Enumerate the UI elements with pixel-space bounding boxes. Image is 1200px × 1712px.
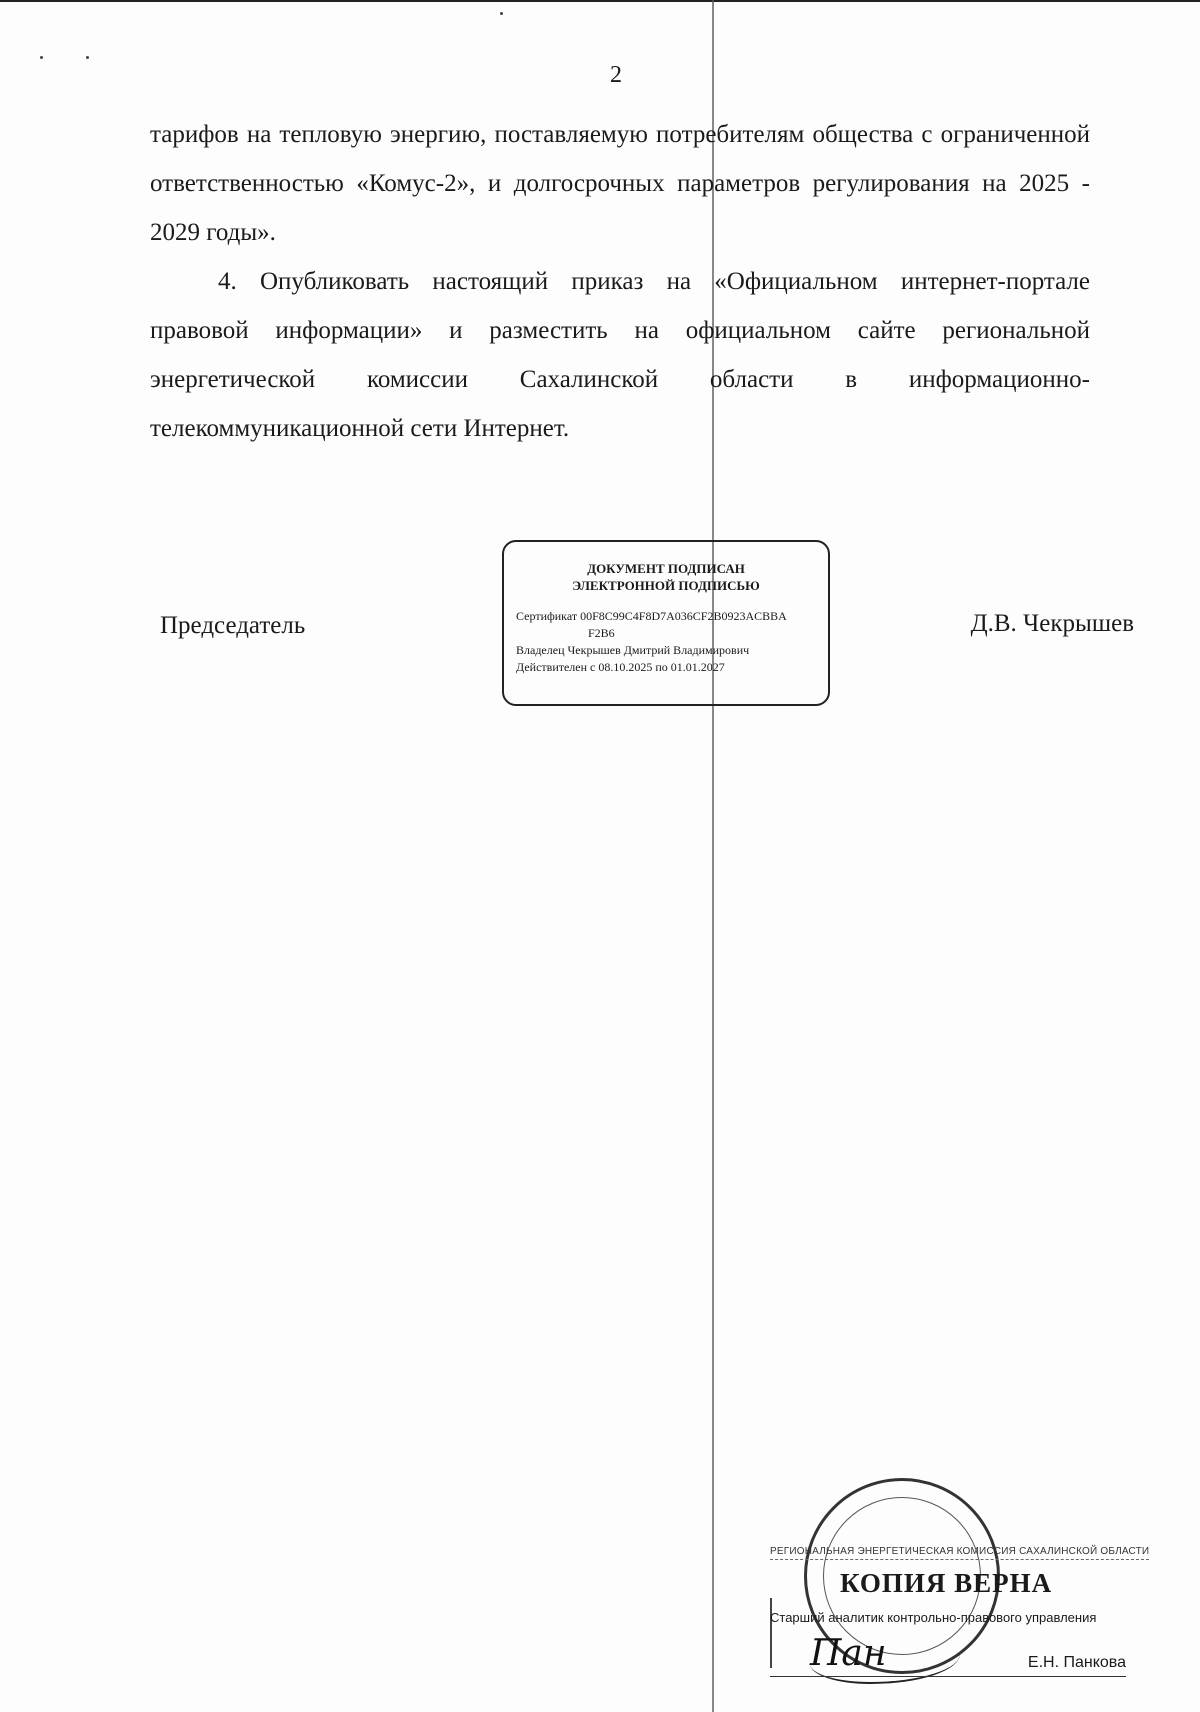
stamp-side-bar — [770, 1598, 772, 1668]
document-body — [150, 110, 1090, 453]
electronic-signature-stamp — [502, 540, 830, 706]
copy-certification-stamp — [770, 1538, 1150, 1678]
esign-owner-label: Владелец — [516, 643, 565, 657]
certifier-role: Старший аналитик контрольно-правового управления — [770, 1610, 1097, 1625]
certifier-name: Е.Н. Панкова — [1027, 1654, 1126, 1671]
esign-certificate-cont: F2B6 — [588, 626, 615, 640]
page-number: 2 — [610, 62, 622, 88]
top-border-line — [0, 0, 1200, 2]
esign-certificate — [516, 608, 816, 625]
paragraph-item-4: 4. Опубликовать настоящий приказ на «Официальном интернет-портале правовой информации» и разместить на официальном сайте региональной энергетической комиссии Сахалинской области в информационно-телекоммуникационной сети Интернет. — [150, 268, 1090, 442]
esign-owner-value: Чекрышев Дмитрий Владимирович — [567, 643, 750, 657]
signer-position: Председатель — [160, 612, 306, 639]
signer-name: Д.В. Чекрышев — [970, 610, 1134, 637]
certified-org-line: РЕГИОНАЛЬНАЯ ЭНЕРГЕТИЧЕСКАЯ КОМИССИЯ САХАЛИНСКОЙ ОБЛАСТИ — [770, 1546, 1149, 1560]
esign-owner — [516, 642, 816, 659]
signature-block — [0, 540, 1200, 720]
certification-area — [760, 1478, 1150, 1706]
esign-fields — [516, 608, 816, 676]
paragraph-continuation: тарифов на тепловую энергию, поставляемую потребителям общества с ограниченной ответственностью «Комус-2», и долгосрочных параметров регулирования на 2025 - 2029 годы». — [150, 121, 1090, 246]
handwritten-signature: Пан — [810, 1634, 960, 1684]
esign-certificate-label: Сертификат — [516, 609, 578, 623]
scan-speck — [500, 12, 503, 15]
certification-underline — [770, 1676, 1126, 1677]
scan-speck — [86, 56, 89, 59]
esign-validity: Действителен с 08.10.2025 по 01.01.2027 — [516, 660, 725, 674]
esign-title-line1: ДОКУМЕНТ ПОДПИСАН — [587, 561, 745, 576]
esign-certificate-value: 00F8C99C4F8D7A036CF2B0923ACBBA — [580, 609, 787, 623]
scan-speck — [40, 56, 43, 59]
copy-true-stamp: КОПИЯ ВЕРНА — [840, 1568, 1053, 1598]
esign-title-line2: ЭЛЕКТРОННОЙ ПОДПИСЬЮ — [572, 578, 760, 593]
